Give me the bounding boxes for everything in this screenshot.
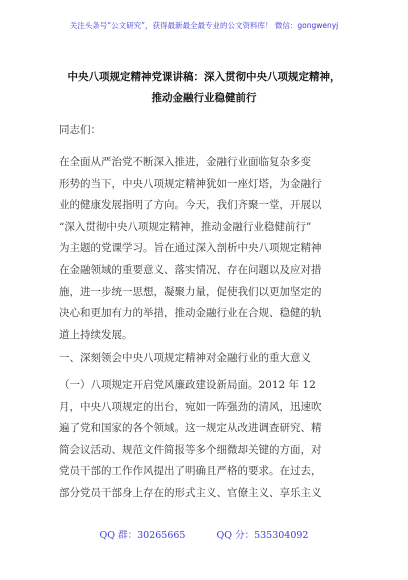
paragraph-line: 形势的当下，中央八项规定精神犹如一座灯塔，为金融行 <box>59 177 322 190</box>
footer-contact <box>0 527 408 541</box>
paragraph-line: 党员干部的工作作风提出了明确且严格的要求。在过去， <box>59 465 322 478</box>
footer-qq-group: QQ 群：30265665 <box>99 530 186 541</box>
paragraph-line: 施，进一步统一思想，凝聚力量，促使我们以更加坚定的 <box>59 285 322 298</box>
greeting <box>59 120 359 142</box>
footer-qq-number: QQ 分：535304092 <box>216 530 309 541</box>
paragraph-line: 部分党员干部身上存在的形式主义、官僚主义、享乐主义 <box>59 486 322 499</box>
paragraph-line: 月，中央八项规定的出台，宛如一阵强劲的清风，迅速吹 <box>59 400 322 413</box>
title-line-1: 中央八项规定精神党课讲稿：深入贯彻中央八项规定精神， <box>67 71 341 83</box>
paragraph-2 <box>59 375 359 505</box>
paragraph-line: （一）八项规定开启党风廉政建设新局面。2012 年 12 <box>59 379 316 391</box>
paragraph-line: 简会议活动、规范文件简报等多个细微却关键的方面，对 <box>59 443 322 456</box>
greeting-text: 同志们： <box>59 124 101 136</box>
paragraph-line: 在金融领域的重要意义、落实情况、存在问题以及应对措 <box>59 263 322 276</box>
paragraph-line: 决心和更加有力的举措，推动金融行业在合规、稳健的轨 <box>59 307 322 320</box>
document-title <box>40 67 368 109</box>
paragraph-line: 业的健康发展指明了方向。今天，我们齐聚一堂，开展以 <box>59 199 322 212</box>
title-line-2: 推动金融行业稳健前行 <box>151 92 257 104</box>
section-heading-text: 一、深刻领会中央八项规定精神对金融行业的重大意义 <box>59 352 311 364</box>
paragraph-line: 在全面从严治党不断深入推进，金融行业面临复杂多变 <box>59 156 311 168</box>
header-promo-note: 关注头条号“公文研究”，获得最新最全最专业的公文资料库！ 微信：gongwenyj <box>69 21 339 30</box>
paragraph-line: 遍了党和国家的各个领域。这一规定从改进调查研究、精 <box>59 422 322 435</box>
paragraph-line: 为主题的党课学习。旨在通过深入剖析中央八项规定精神 <box>59 242 322 255</box>
section-heading-1 <box>59 348 359 370</box>
paragraph-1 <box>59 152 359 346</box>
paragraph-line: 道上持续发展。 <box>59 328 133 341</box>
paragraph-line: “深入贯彻中央八项规定精神，推动金融行业稳健前行” <box>59 220 312 233</box>
